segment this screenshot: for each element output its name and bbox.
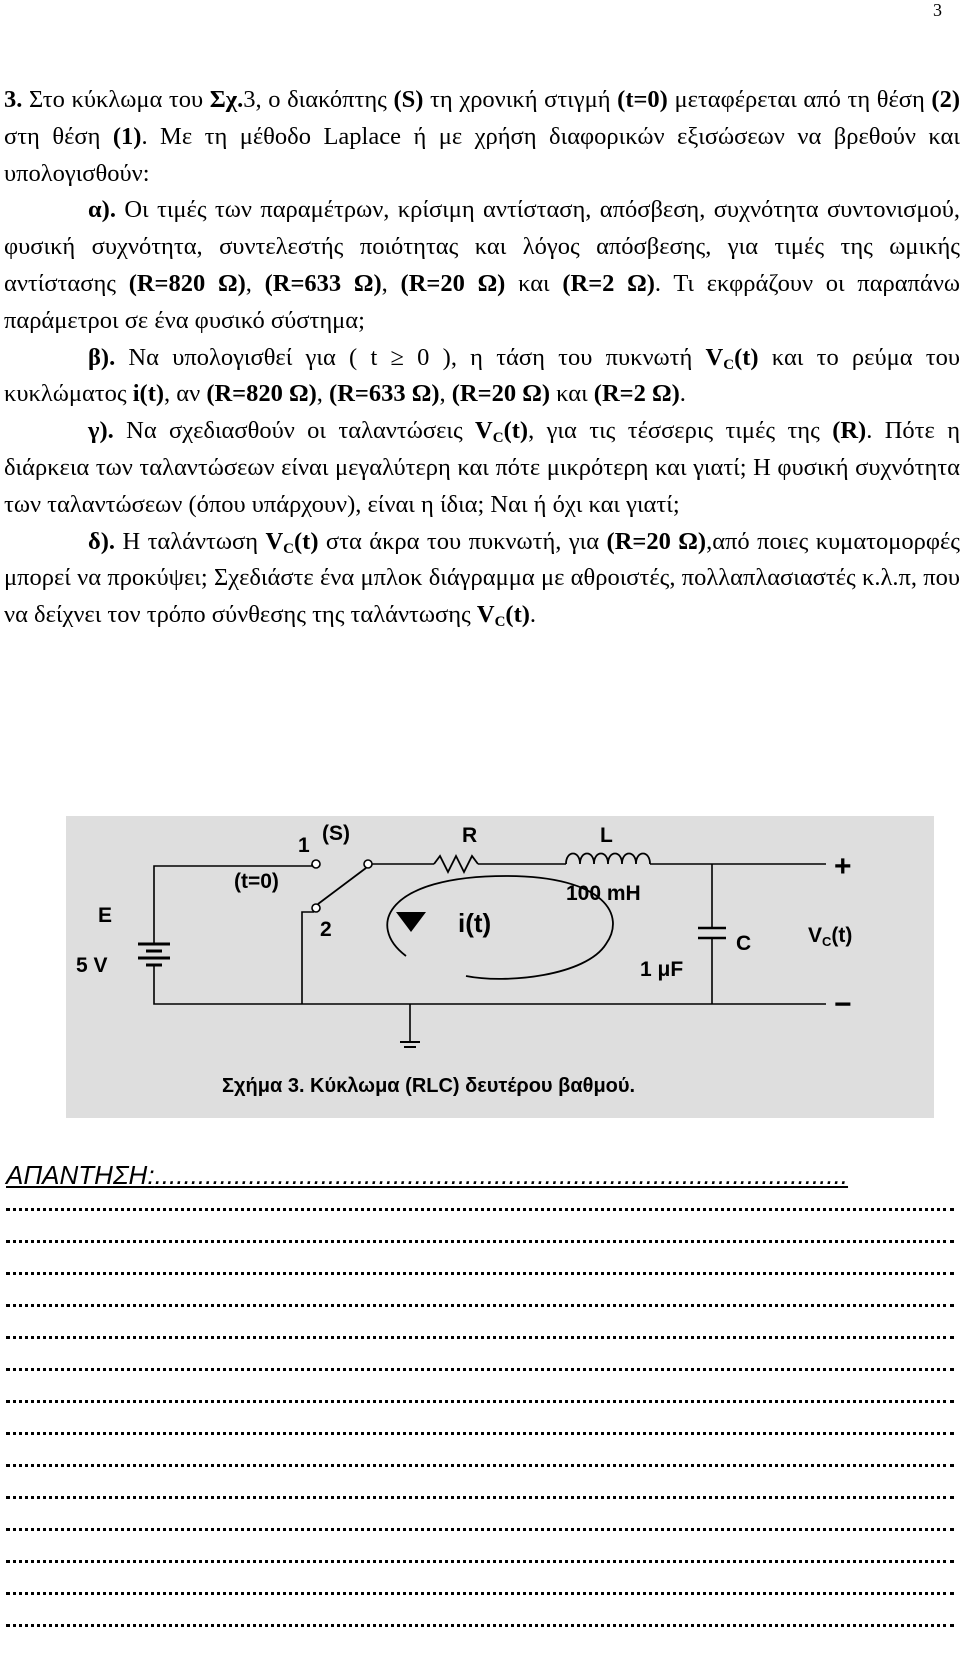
circuit-diagram — [66, 816, 934, 1118]
switch-blade — [318, 868, 366, 904]
answer-line[interactable] — [6, 1524, 954, 1531]
label-source-value: 5 V — [76, 954, 108, 977]
figure-caption: Σχήμα 3. Κύκλωμα (RLC) δευτέρου βαθμού. — [222, 1075, 636, 1097]
wire-pole2-ground — [302, 912, 314, 1004]
label-pos1: 1 — [298, 834, 310, 857]
label-source: E — [98, 904, 113, 927]
switch-contact-common — [364, 860, 372, 868]
answer-line[interactable] — [6, 1428, 954, 1435]
question-intro: 3. Στο κύκλωμα του Σχ.3, ο διακόπτης (S) τη χρονική στιγμή (t=0) μεταφέρεται από τη θέση (2) στη θέση (1). Με τη μέθοδο Laplace ή με χρήση διαφορικών εξισώσεων να βρεθούν και υπολογισθούν: — [4, 86, 960, 187]
answer-line[interactable] — [6, 1268, 954, 1275]
label-minus: − — [834, 988, 852, 1021]
circuit-figure — [66, 816, 934, 1118]
label-switch: (S) — [322, 822, 350, 845]
question-part-c: γ). Να σχεδιασθούν οι ταλαντώσεις $V_C(t)$, για τις τέσσερις τιμές της (R). Πότε η διάρκεια των ταλαντώσεων είναι μεγαλύτερη και πότε μικρότερη και γιατί; Η φυσική συχνότητα των ταλαντώσεων (όπου υπάρχουν), είναι η ίδια; Ναι ή όχι και γιατί; — [4, 417, 960, 518]
label-resistor: R — [462, 824, 478, 847]
label-output: VC(t) — [808, 924, 853, 949]
answer-line[interactable] — [6, 1396, 954, 1403]
answer-line[interactable] — [6, 1236, 954, 1243]
question-text — [4, 82, 960, 634]
answer-line[interactable] — [6, 1620, 954, 1627]
switch-contact-1 — [312, 860, 320, 868]
label-pos2: 2 — [320, 918, 332, 941]
question-part-b: β). Να υπολογισθεί για ( t ≥ 0 ), η τάση του πυκνωτή $V_C(t)$ και το ρεύμα του κυκλώματος i(t), αν (R=820 Ω), (R=633 Ω), (R=20 Ω) και (R=2 Ω). — [4, 343, 960, 408]
current-arrow-head — [396, 912, 426, 932]
page-number: 3 — [933, 0, 942, 20]
answer-line[interactable] — [6, 1300, 954, 1307]
answer-line[interactable] — [6, 1204, 954, 1211]
answer-title: ΑΠΑΝΤΗΣΗ:................................................................................................ — [6, 1160, 849, 1190]
question-part-d: δ). Η ταλάντωση $V_C(t)$ στα άκρα του πυκνωτή, για (R=20 Ω),από ποιες κυματομορφές μπορεί να προκύψει; Σχεδιάστε ένα μπλοκ διάγραμμα με αθροιστές, πολλαπλασιαστές κ.λ.π, που να δείχνει τον τρόπο σύνθεσης της ταλάντωσης $V_C(t)$. — [4, 527, 960, 631]
wire-bottom — [154, 966, 826, 1004]
label-plus: + — [834, 850, 852, 883]
resistor — [434, 856, 478, 872]
label-current: i(t) — [458, 908, 492, 938]
label-capacitor-value: 1 μF — [640, 958, 684, 981]
label-inductor: L — [600, 824, 613, 847]
question-part-a: α). Οι τιμές των παραμέτρων, κρίσιμη αντίσταση, απόσβεση, συχνότητα συντονισμού, φυσική συχνότητα, συντελεστής ποιότητας και λόγος απόσβεσης, για τιμές της ωμικής αντίστασης (R=820 Ω), (R=633 Ω), (R=20 Ω) και (R=2 Ω). Τι εκφράζουν οι παραπάνω παράμετροι σε ένα φυσικό σύστημα; — [4, 196, 960, 334]
label-capacitor: C — [736, 932, 752, 955]
answer-line[interactable] — [6, 1460, 954, 1467]
inductor — [566, 854, 650, 865]
answer-line[interactable] — [6, 1556, 954, 1563]
label-inductor-value: 100 mH — [566, 882, 641, 905]
answer-line[interactable] — [6, 1588, 954, 1595]
label-time: (t=0) — [234, 870, 279, 893]
answer-line[interactable] — [6, 1492, 954, 1499]
switch-contact-2 — [312, 904, 320, 912]
answer-line[interactable] — [6, 1364, 954, 1371]
wire-left-top — [154, 864, 312, 944]
answer-line[interactable] — [6, 1332, 954, 1339]
